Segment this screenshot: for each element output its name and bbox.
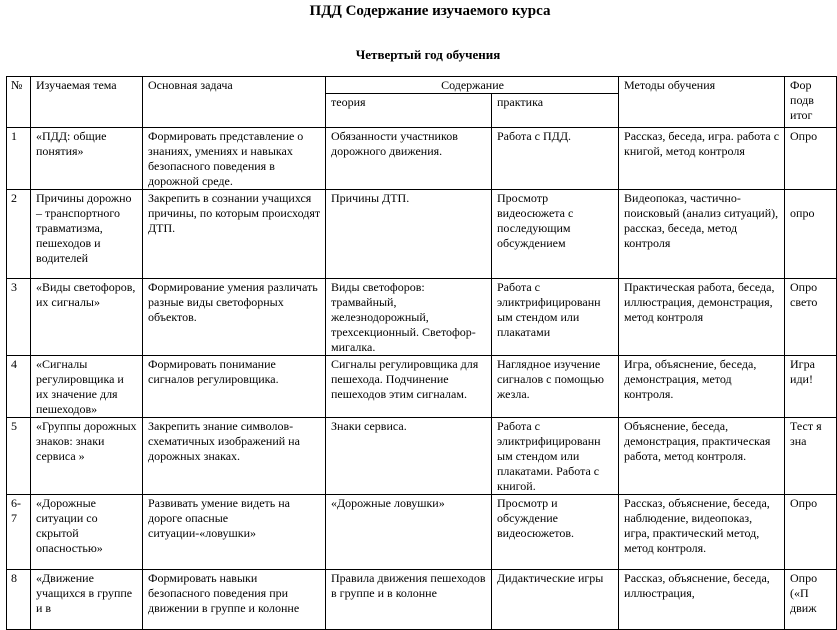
row-task: Формирование умения различать разные виды светофорных объектов. bbox=[143, 279, 326, 356]
table-row bbox=[7, 418, 837, 495]
row-topic: «Виды светофоров, их сигналы» bbox=[31, 279, 143, 356]
row-topic: «Движение учащихся в группе и в bbox=[31, 570, 143, 630]
row-practice: Наглядное изучение сигналов с помощью жезла. bbox=[492, 356, 619, 418]
header-practice: практика bbox=[492, 94, 619, 128]
row-methods: Практическая работа, беседа, иллюстрация, демонстрация, метод контроля bbox=[619, 279, 785, 356]
row-num: 5 bbox=[7, 418, 31, 495]
table-row bbox=[7, 128, 837, 190]
header-methods: Методы обучения bbox=[619, 77, 785, 128]
table-row bbox=[7, 279, 837, 356]
table-header-row bbox=[7, 77, 837, 94]
table-row bbox=[7, 190, 837, 279]
row-num: 6-7 bbox=[7, 495, 31, 570]
row-num: 1 bbox=[7, 128, 31, 190]
row-practice: Просмотр видеосюжета с последующим обсуждением bbox=[492, 190, 619, 279]
row-methods: Рассказ, объяснение, беседа, наблюдение, видеопоказ, игра, практический метод, метод контроля. bbox=[619, 495, 785, 570]
row-form: опро bbox=[785, 190, 837, 279]
row-topic: «Сигналы регулировщика и их значение для пешеходов» bbox=[31, 356, 143, 418]
document-subtitle: Четвертый год обучения bbox=[355, 47, 501, 62]
document-title: ПДД Содержание изучаемого курса bbox=[309, 3, 551, 19]
row-methods: Объяснение, беседа, демонстрация, практическая работа, метод контроля. bbox=[619, 418, 785, 495]
header-theory: теория bbox=[326, 94, 492, 128]
row-theory: Знаки сервиса. bbox=[326, 418, 492, 495]
header-form: Фор подв итог bbox=[785, 77, 837, 128]
row-topic: «Группы дорожных знаков: знаки сервиса » bbox=[31, 418, 143, 495]
row-practice: Дидактические игры bbox=[492, 570, 619, 630]
header-task: Основная задача bbox=[143, 77, 326, 128]
header-content: Содержание bbox=[326, 77, 619, 94]
row-task: Закрепить в сознании учащихся причины, по которым происходят ДТП. bbox=[143, 190, 326, 279]
row-task: Формировать представление о знаниях, умениях и навыках безопасного поведения в дорожной среде. bbox=[143, 128, 326, 190]
row-form: Опро bbox=[785, 128, 837, 190]
row-practice: Работа с ПДД. bbox=[492, 128, 619, 190]
table-row bbox=[7, 570, 837, 630]
row-num: 3 bbox=[7, 279, 31, 356]
row-task: Закрепить знание символов-схематичных изображений на дорожных знаках. bbox=[143, 418, 326, 495]
header-num: № bbox=[7, 77, 31, 128]
row-form: Опро свето bbox=[785, 279, 837, 356]
row-task: Формировать понимание сигналов регулировщика. bbox=[143, 356, 326, 418]
row-num: 8 bbox=[7, 570, 31, 630]
row-methods: Видеопоказ, частично-поисковый (анализ ситуаций), рассказ, беседа, метод контроля bbox=[619, 190, 785, 279]
row-task: Развивать умение видеть на дороге опасные ситуации-«ловушки» bbox=[143, 495, 326, 570]
row-topic: «Дорожные ситуации со скрытой опасностью» bbox=[31, 495, 143, 570]
row-num: 2 bbox=[7, 190, 31, 279]
row-num: 4 bbox=[7, 356, 31, 418]
row-theory: Обязанности участников дорожного движения. bbox=[326, 128, 492, 190]
row-form: Тест я зна bbox=[785, 418, 837, 495]
row-topic: Причины дорожно – транспортного травматизма, пешеходов и водителей bbox=[31, 190, 143, 279]
table-row bbox=[7, 356, 837, 418]
curriculum-table bbox=[6, 76, 837, 630]
row-methods: Игра, объяснение, беседа, демонстрация, метод контроля. bbox=[619, 356, 785, 418]
table-row bbox=[7, 495, 837, 570]
row-practice: Работа с эликтрифицированн ым стендом или плакатами. Работа с книгой. bbox=[492, 418, 619, 495]
row-form: Опро bbox=[785, 495, 837, 570]
row-theory: Виды светофоров: трамвайный, железнодорожный, трехсекционный. Светофор-мигалка. bbox=[326, 279, 492, 356]
row-practice: Просмотр и обсуждение видеосюжетов. bbox=[492, 495, 619, 570]
row-practice: Работа с эликтрифицированн ым стендом или плакатами bbox=[492, 279, 619, 356]
row-task: Формировать навыки безопасного поведения при движении в группе и колонне bbox=[143, 570, 326, 630]
row-methods: Рассказ, объяснение, беседа, иллюстрация, bbox=[619, 570, 785, 630]
header-topic: Изучаемая тема bbox=[31, 77, 143, 128]
row-methods: Рассказ, беседа, игра. работа с книгой, метод контроля bbox=[619, 128, 785, 190]
row-theory: «Дорожные ловушки» bbox=[326, 495, 492, 570]
row-topic: «ПДД: общие понятия» bbox=[31, 128, 143, 190]
row-form: Опро («П движ bbox=[785, 570, 837, 630]
row-theory: Правила движения пешеходов в группе и в колонне bbox=[326, 570, 492, 630]
row-theory: Причины ДТП. bbox=[326, 190, 492, 279]
row-theory: Сигналы регулировщика для пешехода. Подчинение пешеходов этим сигналам. bbox=[326, 356, 492, 418]
row-form: Игра иди! bbox=[785, 356, 837, 418]
